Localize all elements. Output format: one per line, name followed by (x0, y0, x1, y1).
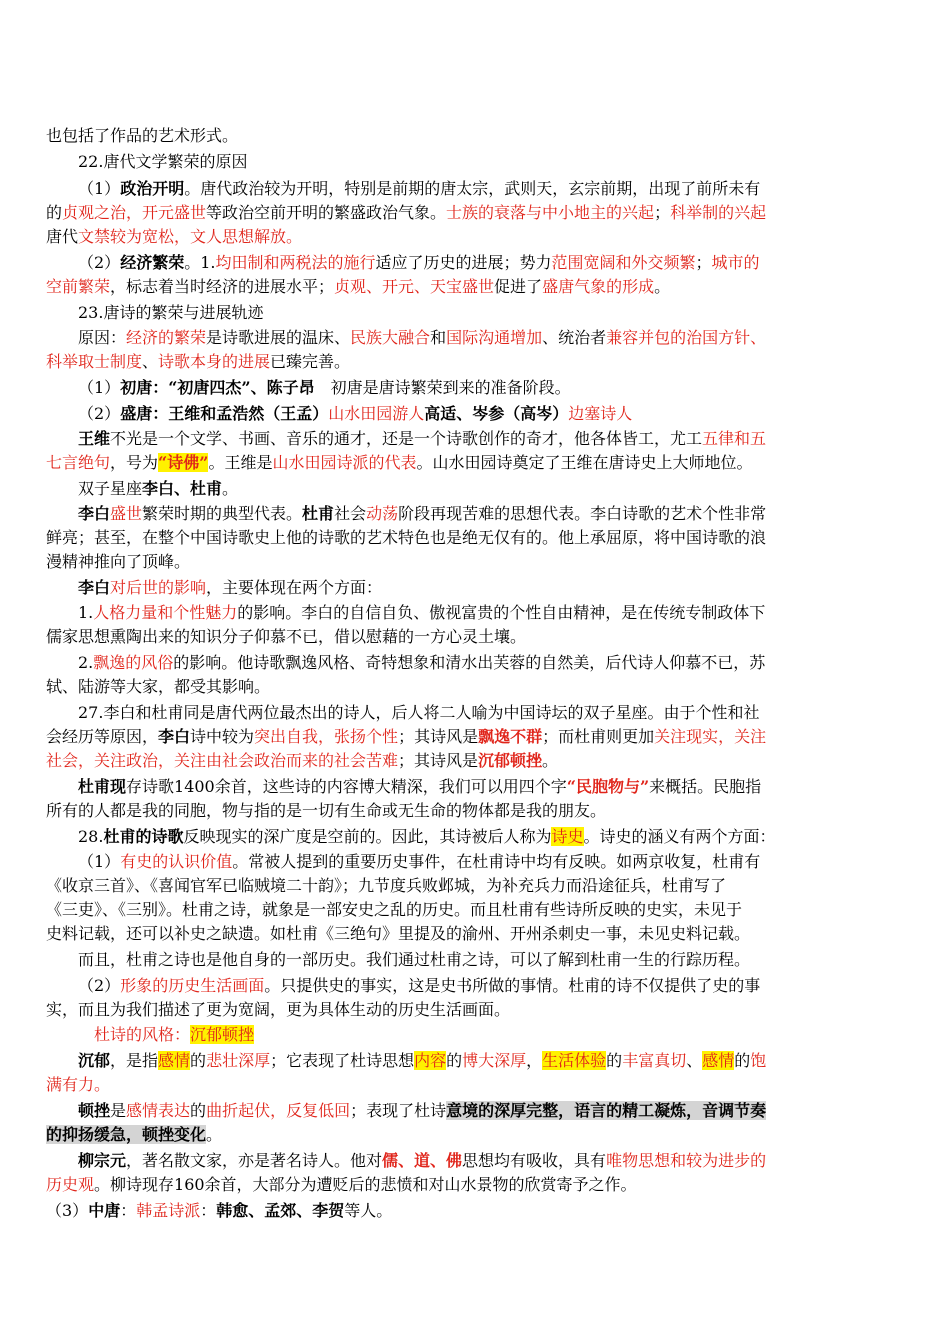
text-segment: 1. (78, 603, 94, 622)
text-segment: 。唐代政治较为开明，特别是前期的唐太宗，武则天，玄宗前期，出现了前所未有 (184, 179, 761, 198)
text-segment: 柳宗元 (78, 1151, 127, 1170)
text-segment: 的 (606, 1051, 623, 1070)
text-segment: 的抑扬缓急，顿挫变化 (46, 1125, 207, 1144)
text-segment: ；其诗风是 (398, 727, 479, 746)
text-segment: 形象的历史生活画面 (120, 976, 265, 995)
text-segment: 突出自我，张扬个性 (254, 727, 399, 746)
text-segment: 。 (654, 277, 671, 296)
text-segment: 鲜亮；甚至，在整个中国诗歌史上他的诗歌的艺术特色也是绝无仅有的。他上承屈原，将中国诗歌的浪 (46, 528, 767, 547)
text-line (0, 178, 950, 200)
text-segment: ： (120, 1201, 137, 1220)
text-segment: 2. (78, 653, 94, 672)
text-segment: 。王维是 (208, 453, 273, 472)
text-segment: ： (200, 1201, 217, 1220)
text-line (0, 702, 950, 724)
text-segment: “诗佛” (158, 453, 209, 472)
text-segment: 儒、道、佛 (382, 1151, 463, 1170)
text-line (0, 726, 950, 748)
text-line (0, 1050, 950, 1072)
text-segment: 边塞诗人 (568, 404, 633, 423)
text-segment: 经济的繁荣 (126, 328, 207, 347)
text-line (0, 826, 950, 848)
text-segment: 盛唐气象的形成 (542, 277, 655, 296)
text-segment: 经济繁荣 (120, 253, 185, 272)
text-segment: 22.唐代文学繁荣的原因 (78, 152, 248, 171)
text-segment: （1） (78, 378, 121, 397)
text-line (0, 923, 950, 945)
text-line (0, 1074, 950, 1096)
text-segment: 诗史 (551, 827, 584, 846)
text-line (0, 503, 950, 525)
text-line (0, 800, 950, 822)
text-segment: 生活体验 (542, 1051, 607, 1070)
text-segment: 。1. (184, 253, 216, 272)
text-segment: 民族大融合 (350, 328, 431, 347)
text-segment: 初唐：“初唐四杰”、陈子昂 (120, 378, 315, 397)
text-segment: 王维 (78, 429, 111, 448)
text-segment: 对后世的影响 (110, 578, 207, 597)
text-segment: 兼容并包的治国方针、 (606, 328, 767, 347)
text-segment: 丰富真切 (622, 1051, 687, 1070)
text-segment: 山水田园诗派的代表 (272, 453, 417, 472)
text-segment: 山水田园游人 (328, 404, 425, 423)
text-segment: 科举取士制度 (46, 352, 143, 371)
text-segment: 杜甫 (302, 504, 335, 523)
text-segment: 的 (190, 1101, 207, 1120)
text-line (0, 428, 950, 450)
text-segment: 等人。 (344, 1201, 393, 1220)
text-segment: 是 (110, 1101, 127, 1120)
text-line (0, 602, 950, 624)
text-segment: 盛唐：王维和孟浩然（王孟） (120, 404, 329, 423)
text-segment: 韩孟诗派 (136, 1201, 201, 1220)
text-segment: “民胞物与” (566, 777, 650, 796)
text-line (0, 527, 950, 549)
text-line (0, 750, 950, 772)
text-segment: （2） (78, 404, 121, 423)
text-line (0, 452, 950, 474)
text-segment: 已臻完善。 (270, 352, 351, 371)
text-segment: 繁荣时期的典型代表。 (142, 504, 303, 523)
text-line (0, 202, 950, 224)
text-segment: 28. (78, 827, 104, 846)
text-segment: 满有力。 (46, 1075, 111, 1094)
text-segment: 和 (430, 328, 447, 347)
text-segment: ；表现了杜诗 (350, 1101, 447, 1120)
text-segment: 饱 (750, 1051, 767, 1070)
text-segment: 。 (206, 1125, 223, 1144)
text-segment: 轼、陆游等大家，都受其影响。 (46, 677, 271, 696)
text-segment: ； (654, 203, 671, 222)
text-segment: 。诗史的涵义有两个方面： (583, 827, 776, 846)
text-line (0, 327, 950, 349)
text-segment: ， (526, 1051, 543, 1070)
text-segment: 韩愈、孟郊、李贺 (216, 1201, 345, 1220)
text-segment: 也包括了作品的艺术形式。 (46, 126, 239, 145)
text-segment: 政治开明 (120, 179, 185, 198)
text-segment: ，标志着当时经济的进展水平； (110, 277, 335, 296)
text-segment: 双子星座 (78, 479, 143, 498)
text-segment: 贞观之治，开元盛世 (62, 203, 207, 222)
text-line (0, 1024, 950, 1046)
text-segment: ；而杜甫则更加 (542, 727, 655, 746)
text-segment: 关注现实，关注 (654, 727, 767, 746)
text-segment: 。只提供史的事实，这是史书所做的事情。杜甫的诗不仅提供了史的事 (264, 976, 761, 995)
text-segment: 是诗歌进展的温床、 (206, 328, 351, 347)
text-segment: 李白、杜甫 (142, 479, 223, 498)
text-line (0, 302, 950, 324)
text-segment: 社会 (334, 504, 367, 523)
text-segment: 、 (142, 352, 159, 371)
text-segment: 城市的 (711, 253, 760, 272)
text-line (0, 626, 950, 648)
text-segment: 所有的人都是我的同胞，物与指的是一切有生命或无生命的物体都是我的朋友。 (46, 801, 607, 820)
text-line (0, 1100, 950, 1122)
text-line (0, 899, 950, 921)
text-segment: 阶段再现苦难的思想代表。李白诗歌的艺术个性非常 (398, 504, 767, 523)
text-segment: 中唐 (88, 1201, 121, 1220)
text-segment: 。柳诗现存160余首，大部分为遭贬后的悲愤和对山水景物的欣赏寄予之作。 (94, 1175, 637, 1194)
text-segment: 杜甫现 (78, 777, 127, 796)
text-segment: 的影响。他诗歌飘逸风格、奇特想象和清水出芙蓉的自然美，后代诗人仰慕不已，苏 (173, 653, 766, 672)
text-segment: 《三吏》、《三别》。杜甫之诗，就象是一部安史之乱的历史。而且杜甫有些诗所反映的史实，未见于 (46, 900, 743, 919)
text-segment: （2） (78, 253, 121, 272)
text-segment: 感情 (158, 1051, 191, 1070)
text-segment: 思想均有吸收，具有 (462, 1151, 607, 1170)
text-segment: 内容 (414, 1051, 447, 1070)
text-segment: （2） (78, 976, 121, 995)
text-segment: 的 (46, 203, 63, 222)
text-segment: 适应了历史的进展；势力 (375, 253, 552, 272)
text-segment: ； (695, 253, 712, 272)
text-line (0, 351, 950, 373)
text-segment: 唯物思想和较为进步的 (606, 1151, 767, 1170)
text-segment: （1） (78, 179, 121, 198)
text-segment: 人格力量和个性魅力 (93, 603, 238, 622)
text-line (0, 403, 950, 425)
text-segment: ，号为 (110, 453, 159, 472)
text-line (0, 151, 950, 173)
text-segment: 意境的深厚完整，语言的精工凝炼，音调节奏 (446, 1101, 767, 1120)
text-segment: 高适、岑参（高岑） (424, 404, 569, 423)
text-line (0, 975, 950, 997)
text-segment: 五律和五 (702, 429, 767, 448)
text-segment: 文禁较为宽松，文人思想解放。 (78, 227, 303, 246)
text-line (0, 125, 950, 147)
text-segment: 国际沟通增加 (446, 328, 543, 347)
text-segment: 的 (190, 1051, 207, 1070)
text-line (0, 377, 950, 399)
text-line (0, 1174, 950, 1196)
text-segment: 杜甫的诗歌 (103, 827, 184, 846)
text-segment: 而且，杜甫之诗也是他自身的一部历史。我们通过杜甫之诗，可以了解到杜甫一生的行踪历程。 (78, 950, 751, 969)
text-segment: 诗中较为 (190, 727, 255, 746)
text-segment: 不光是一个文学、书画、音乐的通才，还是一个诗歌创作的奇才，他各体皆工，尤工 (110, 429, 703, 448)
text-segment: 诗歌本身的进展 (158, 352, 271, 371)
text-segment: ，著名散文家，亦是著名诗人。他对 (126, 1151, 383, 1170)
text-segment: 史料记载，还可以补史之缺遗。如杜甫《三绝句》里提及的渝州、开州杀刺史一事，未见史料记载。 (46, 924, 751, 943)
text-segment: 飘逸的风俗 (93, 653, 174, 672)
text-segment: 。 (222, 479, 239, 498)
text-segment: 初唐是唐诗繁荣到来的准备阶段。 (314, 378, 571, 397)
text-segment: 有史的认识价值 (120, 852, 233, 871)
text-segment: （1） (78, 852, 121, 871)
text-segment: 、 (686, 1051, 703, 1070)
text-segment: 沉郁顿挫 (478, 751, 543, 770)
text-segment: ；其诗风是 (398, 751, 479, 770)
text-segment: 唐代 (46, 227, 79, 246)
text-line (0, 999, 950, 1021)
text-line (0, 875, 950, 897)
text-line (0, 949, 950, 971)
text-segment: 23.唐诗的繁荣与进展轨迹 (78, 303, 264, 322)
text-segment: 的 (734, 1051, 751, 1070)
text-segment: 博大深厚 (462, 1051, 527, 1070)
text-segment: 漫精神推向了顶峰。 (46, 552, 191, 571)
text-segment: 科举制的兴起 (670, 203, 767, 222)
text-segment: 原因： (78, 328, 127, 347)
text-segment: 沉郁 (78, 1051, 111, 1070)
text-segment: 七言绝句 (46, 453, 111, 472)
text-line (0, 478, 950, 500)
text-segment: 反映现实的深广度是空前的。因此，其诗被后人称为 (183, 827, 552, 846)
text-segment: 。山水田园诗奠定了王维在唐诗史上大师地位。 (416, 453, 753, 472)
text-line (0, 551, 950, 573)
text-segment: 存诗歌1400余首，这些诗的内容博大精深，我们可以用四个字 (126, 777, 567, 796)
text-segment: 悲壮深厚 (206, 1051, 271, 1070)
text-segment: （3） (46, 1201, 89, 1220)
text-segment: 空前繁荣 (46, 277, 111, 296)
text-segment: 李白 (78, 504, 111, 523)
text-line (0, 652, 950, 674)
text-segment: 促进了 (494, 277, 543, 296)
text-segment: 实，而且为我们描述了更为宽阔，更为具体生动的历史生活画面。 (46, 1000, 511, 1019)
text-segment: 27.李白和杜甫同是唐代两位最杰出的诗人，后人将二人喻为中国诗坛的双子星座。由于个性和社 (78, 703, 760, 722)
text-segment: 贞观、开元、天宝盛世 (334, 277, 495, 296)
text-segment: 的影响。李白的自信自负、傲视富贵的个性自由精神，是在传统专制政体下 (237, 603, 766, 622)
text-segment: ，是指 (110, 1051, 159, 1070)
text-segment: 等政治空前开明的繁盛政治气象。 (206, 203, 447, 222)
text-line (0, 1200, 950, 1222)
text-segment: 会经历等原因， (46, 727, 159, 746)
text-line (0, 1124, 950, 1146)
text-segment: 。常被人提到的重要历史事件，在杜甫诗中均有反映。如两京收复，杜甫有 (232, 852, 761, 871)
text-segment: 均田制和两税法的施行 (215, 253, 376, 272)
text-segment: 。 (542, 751, 559, 770)
text-segment: 的 (446, 1051, 463, 1070)
text-segment: 李白 (158, 727, 191, 746)
text-segment: 飘逸不群 (478, 727, 543, 746)
text-segment: ，主要体现在两个方面： (206, 578, 383, 597)
text-line (0, 226, 950, 248)
text-segment: 士族的衰落与中小地主的兴起 (446, 203, 655, 222)
text-segment: 《收京三首》、《喜闻官军已临贼境二十韵》；九节度兵败邺城，为补充兵力而沿途征兵，杜甫写了 (46, 876, 727, 895)
text-segment: ；它表现了杜诗思想 (270, 1051, 415, 1070)
text-segment: 、统治者 (542, 328, 607, 347)
text-segment: 历史观 (46, 1175, 95, 1194)
text-line (0, 577, 950, 599)
text-segment: 儒家思想熏陶出来的知识分子仰慕不已，借以慰藉的一方心灵土壤。 (46, 627, 527, 646)
text-segment: 顿挫 (78, 1101, 111, 1120)
text-segment: 感情 (702, 1051, 735, 1070)
text-segment: 来概括。民胞指 (649, 777, 762, 796)
text-segment: 动荡 (366, 504, 399, 523)
text-line (0, 851, 950, 873)
text-line (0, 276, 950, 298)
text-segment: 杜诗的风格： (94, 1025, 191, 1044)
text-line (0, 1150, 950, 1172)
text-line (0, 252, 950, 274)
text-segment: 沉郁顿挫 (190, 1025, 255, 1044)
text-segment: 曲折起伏，反复低回 (206, 1101, 351, 1120)
text-line (0, 776, 950, 798)
text-line (0, 676, 950, 698)
text-segment: 社会，关注政治，关注由社会政治而来的社会苦难 (46, 751, 399, 770)
text-segment: 感情表达 (126, 1101, 191, 1120)
text-segment: 盛世 (110, 504, 143, 523)
text-segment: 范围宽阔和外交频繁 (551, 253, 696, 272)
text-segment: 李白 (78, 578, 111, 597)
